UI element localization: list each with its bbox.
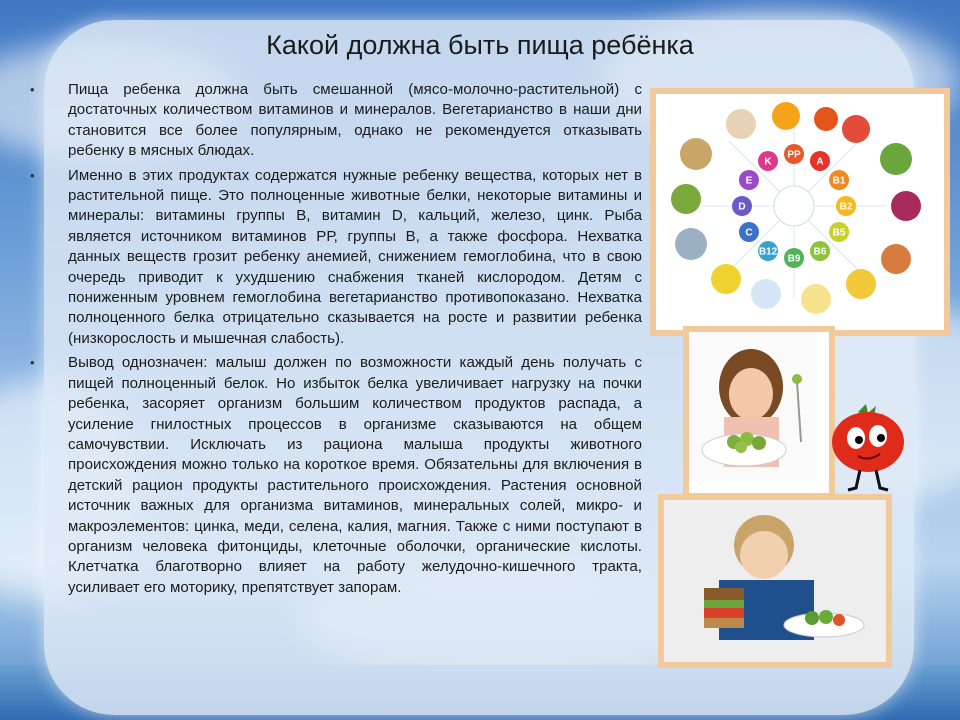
bullet-item [30,353,642,598]
boy-with-food-image [658,494,892,668]
vitamin-label: B9 [787,253,801,265]
banana-icon [846,269,876,299]
cartoon-tomato-icon [828,404,910,496]
vitamin-label: B2 [839,201,853,213]
bullet-item [30,80,642,162]
vitamin-wheel-illustration [656,94,932,318]
vitamin-label: C [745,227,753,239]
boy-illustration [664,500,874,650]
vitamin-wheel-image [650,88,950,336]
vitamin-label: PP [787,149,801,161]
vitamin-label: B12 [758,246,778,258]
sweet-potato-icon [881,244,911,274]
bullet-marker: • [30,82,35,97]
milk-icon [751,279,781,309]
slide-title: Какой должна быть пища ребёнка [266,30,694,60]
lemon-icon [711,264,741,294]
bullet-list [30,80,642,602]
bullet-marker: • [30,167,35,183]
orange-icon [772,102,800,130]
bullet-text: Пища ребенка должна быть смешанной (мясо-молочно-растительной) с достаточных количеством витаминов и минералов. Вегетарианство в наши дни становится все более популярным, однако не рекомендуется отказывать ребенку в мясных блюдах. [68,81,642,160]
vitamin-label: D [738,201,746,213]
vitamin-label: A [816,156,824,168]
bullet-text: Вывод однозначен: малыш должен по возможности каждый день получать с пищей полноценный белок. Но избыток белка увеличивает нагрузку на почки ребенка, засоряет организм большим количеством продуктов распада, а усиление гнилостных процессов в организме сказываются на общем самочувствии. Исключать из рациона малыша продукты животного происхождения можно только на короткое время. Обязательны для включения в детский рацион продукты растительного происхождения. Растения основной источник важных для организма витаминов, минеральных солей, микро- и макроэлементов: цинка, меди, селена, калия, магния. Также с ними поступают в организм человека фитонциды, клеточные оболочки, органические кислоты. Клетчатка благотворно влияет на работу желудочно-кишечного тракта, усиливает его моторику, препятствует запорам. [68,354,642,596]
carrot-icon [814,107,838,131]
egg-icon [801,284,831,314]
tea-cup-icon [680,138,712,170]
beet-icon [891,191,921,221]
vitamin-label: B5 [832,227,846,239]
mushroom-icon [726,109,756,139]
vitamin-label: B1 [832,175,846,187]
peas-icon [671,184,701,214]
bullet-item [30,166,642,350]
vitamin-label: E [745,175,753,187]
fruit-icon [842,115,870,143]
bullet-marker: • [30,355,35,371]
bullet-text: Именно в этих продуктах содержатся нужные ребенку вещества, которых нет в растительной пище. Это полноценные животные белки, некоторые витамины и минералы: витамины группы В, витамин D, кальций, железо, цинк. Рыба является источником витаминов РР, группы В, а также фосфора. Нехватка данных веществ грозит ребенку анемией, снижением гемоглобина, что в свою очередь приводит к ухудшению снабжения тканей кислородом. Детям с пониженным уровнем гемоглобина вегетарианство противопоказано. Нехватка полноценного белка отрицательно сказывается на росте и развитии ребенка (низкорослость и мышечная слабость). [68,166,642,347]
girl-illustration [689,332,817,481]
vitamin-label: B6 [813,246,827,258]
girl-with-vegetables-image [683,326,835,499]
vitamin-label: K [764,156,772,168]
fish-icon [675,228,707,260]
broccoli-icon [880,143,912,175]
